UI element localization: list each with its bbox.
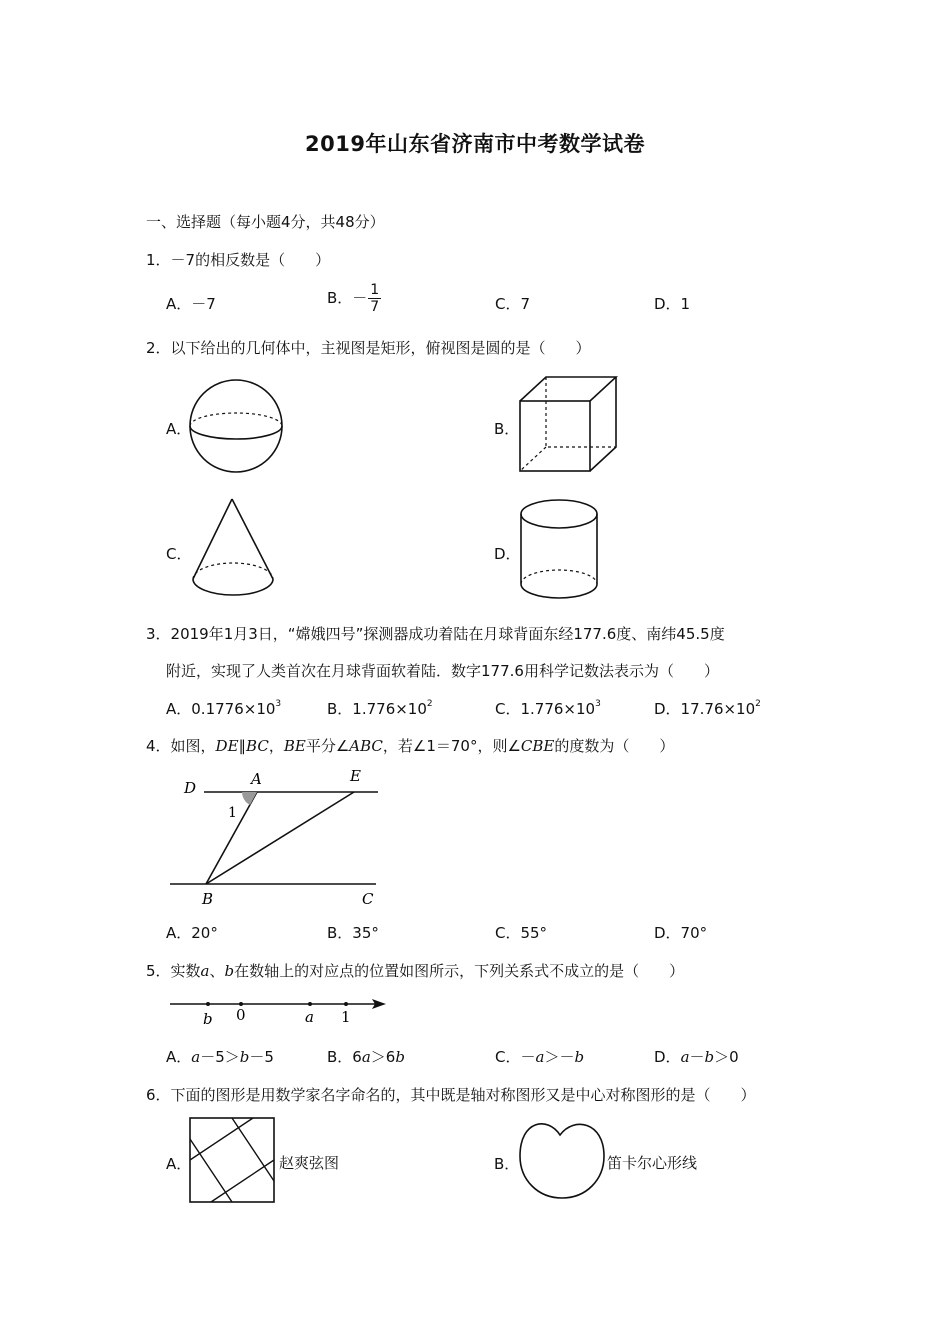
q3-option-a-text: A．0.1776×10 bbox=[166, 700, 276, 718]
sphere-figure bbox=[188, 378, 288, 478]
q2-option-b: B． bbox=[494, 420, 520, 438]
q3-option-d bbox=[654, 698, 761, 719]
q4-option-c: C．55° bbox=[495, 924, 548, 942]
q3-stem-line1: 3．2019年1月3日，“嫦娥四号”探测器成功着陆在月球背面东经177.6度、南纬45.5度 bbox=[146, 625, 725, 643]
cylinder-figure bbox=[519, 498, 604, 608]
q5-b-pre: B．6 bbox=[327, 1048, 362, 1066]
label-b: B bbox=[202, 890, 214, 908]
q4-de: DE bbox=[215, 737, 239, 755]
q3-option-d-text: D．17.76×10 bbox=[654, 700, 756, 718]
q4-option-a: A．20° bbox=[166, 924, 218, 942]
q2-option-a: A． bbox=[166, 420, 192, 438]
q1-option-b bbox=[327, 282, 381, 315]
cube-figure bbox=[518, 375, 623, 475]
q5-a-pre: A． bbox=[166, 1048, 192, 1066]
q3-option-b-text: B．1.776×10 bbox=[327, 700, 427, 718]
q3-stem-line2: 附近，实现了人类首次在月球背面软着陆．数字177.6用科学记数法表示为（ ） bbox=[166, 662, 719, 680]
label-e: E bbox=[350, 767, 361, 785]
q5-option-d bbox=[654, 1046, 739, 1067]
point-b bbox=[206, 1002, 210, 1006]
q5-c-mid: ＞－ bbox=[544, 1048, 575, 1066]
q4-option-b: B．35° bbox=[327, 924, 379, 942]
q4-option-d: D．70° bbox=[654, 924, 708, 942]
point-one bbox=[344, 1002, 348, 1006]
q4-parallel: ∥ bbox=[238, 737, 247, 755]
q4-cbe: CBE bbox=[520, 737, 555, 755]
q4-abc: ABC bbox=[349, 737, 383, 755]
q3-option-c bbox=[495, 698, 601, 719]
q6-a-caption: 赵爽弦图 bbox=[279, 1154, 340, 1172]
q3-option-c-text: C．1.776×10 bbox=[495, 700, 596, 718]
q4-stem-prefix: 4．如图， bbox=[146, 737, 216, 755]
q4-mid3: ，若∠1＝70°，则∠ bbox=[382, 737, 521, 755]
q3-option-a-exponent: 3 bbox=[275, 699, 282, 709]
q5-b-var-b: b bbox=[395, 1048, 405, 1066]
q5-c-var-a: a bbox=[535, 1048, 545, 1066]
q6-stem: 6．下面的图形是用数学家名字命名的，其中既是轴对称图形又是中心对称图形的是（ ） bbox=[146, 1086, 756, 1104]
q5-b: b bbox=[224, 962, 235, 980]
q3-option-b bbox=[327, 698, 433, 719]
q1-option-b-prefix: B．－ bbox=[327, 289, 368, 307]
zhao-shuang-diagram bbox=[188, 1116, 278, 1204]
label-angle-1: 1 bbox=[228, 805, 237, 821]
axis-label-b: b bbox=[203, 1010, 213, 1028]
q6-option-b: B． bbox=[494, 1155, 520, 1173]
page-title: 2019年山东省济南市中考数学试卷 bbox=[305, 132, 645, 156]
number-line-figure bbox=[168, 994, 393, 1029]
axis-label-zero: 0 bbox=[236, 1006, 246, 1024]
q3-option-b-exponent: 2 bbox=[426, 699, 433, 709]
q5-stem-prefix: 5．实数 bbox=[146, 962, 201, 980]
cone-figure bbox=[190, 497, 285, 607]
q5-a: a bbox=[200, 962, 210, 980]
q3-option-c-exponent: 3 bbox=[595, 699, 601, 709]
axis-label-a: a bbox=[305, 1008, 314, 1026]
q5-b-var-a: a bbox=[361, 1048, 371, 1066]
q1-fraction-num: 1 bbox=[370, 282, 380, 298]
q1-option-c: C．7 bbox=[495, 295, 531, 313]
cardioid-diagram bbox=[518, 1118, 608, 1200]
q4-bc: BC bbox=[246, 737, 269, 755]
q5-stem bbox=[146, 960, 684, 981]
q3-option-a bbox=[166, 698, 281, 719]
parallel-lines-figure bbox=[166, 765, 386, 915]
q5-a-var-a: a bbox=[191, 1048, 201, 1066]
axis-label-one: 1 bbox=[341, 1008, 351, 1026]
q5-d-var-b: b bbox=[704, 1048, 715, 1066]
q3-option-d-exponent: 2 bbox=[755, 699, 761, 709]
section-heading: 一、选择题（每小题4分，共48分） bbox=[146, 213, 385, 231]
q5-d-var-a: a bbox=[680, 1048, 690, 1066]
q5-option-b bbox=[327, 1046, 405, 1067]
q2-stem: 2．以下给出的几何体中，主视图是矩形，俯视图是圆的是（ ） bbox=[146, 339, 591, 357]
q4-stem bbox=[146, 735, 674, 756]
q5-a-var-b: b bbox=[239, 1048, 250, 1066]
q5-d-mid: － bbox=[689, 1048, 705, 1066]
label-a: A bbox=[251, 770, 262, 788]
q5-d-post: ＞0 bbox=[714, 1048, 739, 1066]
q4-mid1: ， bbox=[268, 737, 284, 755]
label-c: C bbox=[362, 890, 374, 908]
label-d: D bbox=[184, 779, 197, 797]
q2-option-c: C． bbox=[166, 545, 192, 563]
q1-option-d: D．1 bbox=[654, 295, 691, 313]
q5-stem-suffix: 在数轴上的对应点的位置如图所示，下列关系式不成立的是（ ） bbox=[234, 962, 685, 980]
q4-stem-suffix: 的度数为（ ） bbox=[554, 737, 675, 755]
q5-c-pre: C．－ bbox=[495, 1048, 536, 1066]
q4-mid2: 平分∠ bbox=[305, 737, 350, 755]
q4-be: BE bbox=[283, 737, 306, 755]
q5-option-a bbox=[166, 1046, 274, 1067]
q5-option-c bbox=[495, 1046, 584, 1067]
q5-a-mid: －5＞ bbox=[200, 1048, 240, 1066]
q5-sep: 、 bbox=[209, 962, 225, 980]
q2-option-d: D． bbox=[494, 545, 521, 563]
q1-fraction-den: 7 bbox=[370, 299, 380, 315]
q5-d-pre: D． bbox=[654, 1048, 681, 1066]
angle-1-mark bbox=[242, 792, 257, 805]
q5-c-var-b: b bbox=[574, 1048, 585, 1066]
q1-stem: 1．－7的相反数是（ ） bbox=[146, 251, 331, 269]
q6-b-caption: 笛卡尔心形线 bbox=[607, 1154, 698, 1172]
q1-option-a: A．－7 bbox=[166, 295, 216, 313]
q5-a-post: －5 bbox=[249, 1048, 274, 1066]
q6-option-a: A． bbox=[166, 1155, 192, 1173]
q5-b-mid: ＞6 bbox=[370, 1048, 396, 1066]
q1-fraction bbox=[368, 282, 381, 315]
point-a bbox=[308, 1002, 312, 1006]
